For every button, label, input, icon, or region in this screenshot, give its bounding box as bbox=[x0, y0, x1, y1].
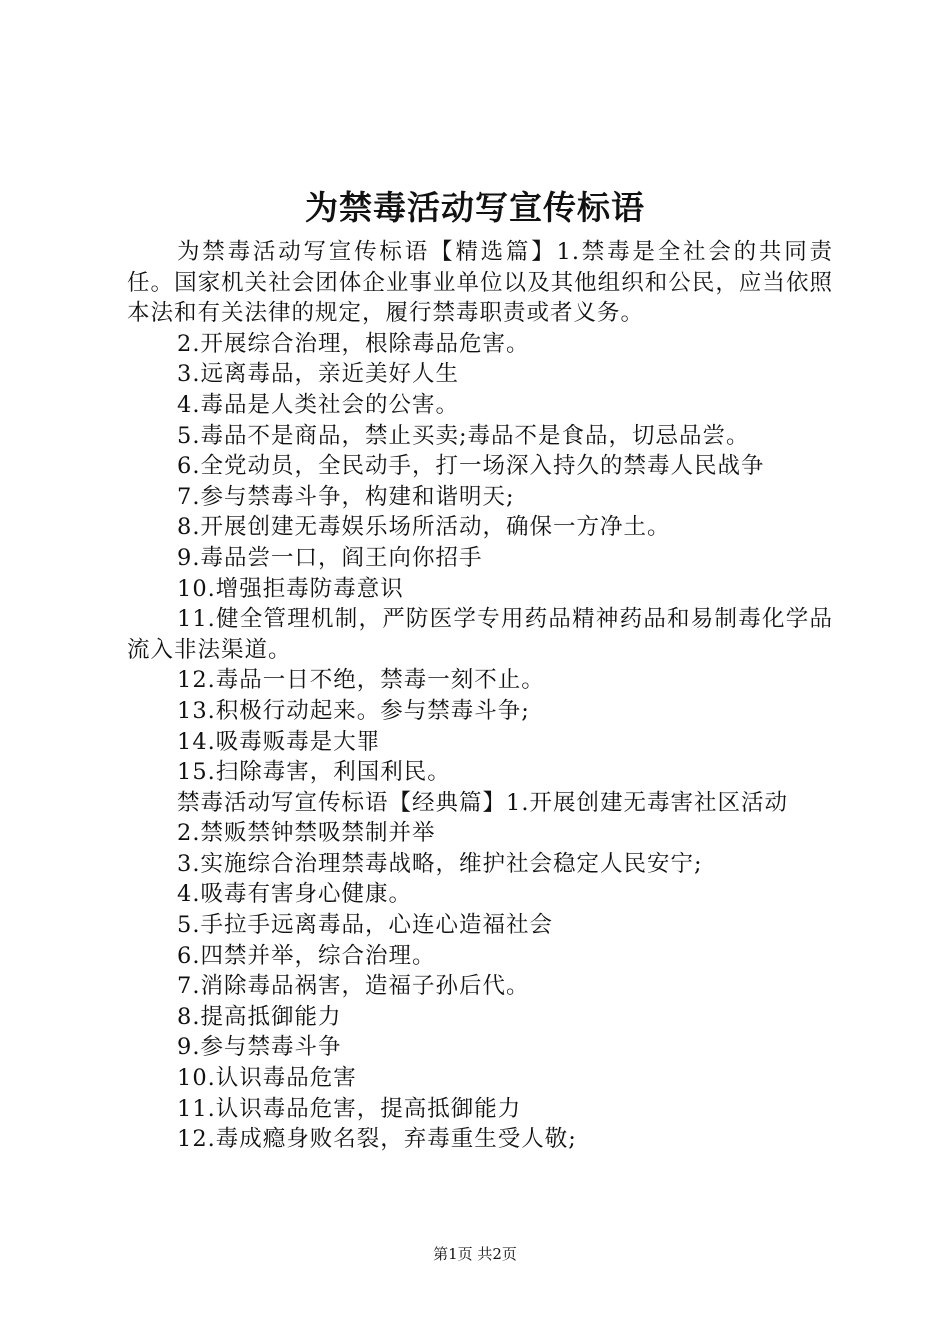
paragraph: 6.全党动员，全民动手，打一场深入持久的禁毒人民战争 bbox=[177, 453, 765, 480]
paragraph: 11.健全管理机制，严防医学专用药品精神药品和易制毒化学品流入非法渠道。 bbox=[127, 606, 833, 663]
document-body bbox=[127, 237, 833, 1155]
paragraph: 10.增强拒毒防毒意识 bbox=[177, 575, 404, 602]
paragraph: 13.积极行动起来。参与禁毒斗争; bbox=[177, 697, 530, 724]
paragraph: 8.开展创建无毒娱乐场所活动，确保一方净土。 bbox=[177, 514, 671, 541]
paragraph: 2.禁贩禁钟禁吸禁制并举 bbox=[177, 820, 436, 847]
paragraph: 7.消除毒品祸害，造福子孙后代。 bbox=[177, 973, 530, 1000]
paragraph: 8.提高抵御能力 bbox=[177, 1003, 342, 1030]
paragraph: 2.开展综合治理，根除毒品危害。 bbox=[177, 330, 530, 357]
paragraph: 5.手拉手远离毒品，心连心造福社会 bbox=[177, 912, 553, 939]
paragraph: 禁毒活动写宣传标语【经典篇】1.开展创建无毒害社区活动 bbox=[177, 789, 788, 816]
paragraph: 12.毒成瘾身败名裂，弃毒重生受人敬; bbox=[177, 1126, 577, 1153]
paragraph: 5.毒品不是商品，禁止买卖;毒品不是食品，切忌品尝。 bbox=[177, 422, 750, 449]
paragraph: 9.参与禁毒斗争 bbox=[177, 1034, 342, 1061]
paragraph: 11.认识毒品危害，提高抵御能力 bbox=[177, 1095, 522, 1122]
paragraph: 6.四禁并举，综合治理。 bbox=[177, 942, 436, 969]
page-footer: 第1页 共2页 bbox=[433, 1245, 517, 1263]
paragraph: 14.吸毒贩毒是大罪 bbox=[177, 728, 381, 755]
paragraph: 3.远离毒品，亲近美好人生 bbox=[177, 361, 459, 388]
paragraph: 4.吸毒有害身心健康。 bbox=[177, 881, 412, 908]
paragraph: 15.扫除毒害，利国利民。 bbox=[177, 759, 451, 786]
paragraph: 12.毒品一日不绝，禁毒一刻不止。 bbox=[177, 667, 545, 694]
paragraph: 为禁毒活动写宣传标语【精选篇】1.禁毒是全社会的共同责任。国家机关社会团体企业事业单位以及其他组织和公民，应当依照本法和有关法律的规定，履行禁毒职责或者义务。 bbox=[127, 239, 833, 327]
paragraph: 4.毒品是人类社会的公害。 bbox=[177, 391, 459, 418]
paragraph: 10.认识毒品危害 bbox=[177, 1065, 357, 1092]
page-title: 为禁毒活动写宣传标语 bbox=[305, 188, 645, 227]
paragraph: 3.实施综合治理禁毒战略，维护社会稳定人民安宁; bbox=[177, 850, 703, 877]
paragraph: 9.毒品尝一口，阎王向你招手 bbox=[177, 544, 483, 571]
paragraph: 7.参与禁毒斗争，构建和谐明天; bbox=[177, 483, 515, 510]
